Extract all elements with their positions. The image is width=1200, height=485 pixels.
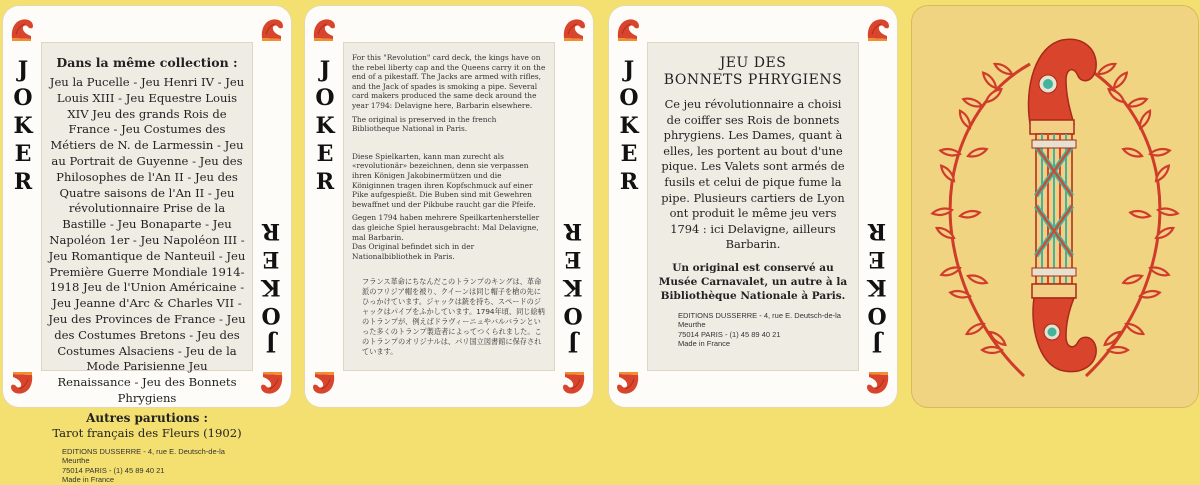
phrygian-cap-icon <box>561 371 587 397</box>
publisher-info: EDITIONS DUSSERRE - 4, rue E. Deutsch-de-la Meurthe 75014 PARIS - (1) 45 89 40 21 Made in France <box>678 310 841 349</box>
collection-list: Jeu la Pucelle - Jeu Henri IV - Jeu Louis XIII - Jeu Equestre Louis XIV Jeu des grands Rois de France - Jeu Costumes des Métiers de N. de Larmessin - Jeu au Portrait de Guyenne - Jeu des Philosophes de l'An II - Jeu des Quatre saisons de l'An II - Jeu révolutionnaire Prise de la Bastille - Jeu Bonaparte - Jeu Napoléon 1er - Jeu Napoléon III - Jeu Romantique de Nanteuil - Jeu Première Guerre Mondiale 1914-1918 Jeu de l'Union Américaine - Jeu Jeanne d'Arc & Charles VII - Jeu des Provinces de France - Jeu des Costumes Bretons - Jeu des Costumes Alsaciens - Jeu de la Mode Parisienne Jeu Renaissance - Jeu des Bonnets Phrygiens <box>48 75 246 405</box>
joker-label: JOKER <box>619 57 639 195</box>
joker-label-inverted: JOKER <box>867 218 887 356</box>
joker-card-description <box>609 6 897 407</box>
joker-label-inverted: JOKER <box>261 218 281 356</box>
phrygian-cap-icon <box>259 371 285 397</box>
joker-label: JOKER <box>315 57 335 195</box>
joker-card-collection <box>3 6 291 485</box>
phrygian-cap-icon <box>9 371 35 397</box>
other-publications-heading: Autres parutions : <box>86 410 208 425</box>
phrygian-cap-fasces-laurel-icon <box>912 6 1198 407</box>
phrygian-cap-icon <box>615 371 641 397</box>
top-phrygian-cap <box>1028 39 1096 134</box>
phrygian-cap-icon <box>9 16 35 42</box>
text-panel <box>343 42 555 371</box>
english-text: For this "Revolution" card deck, the kings have on the rebel liberty cap and the Queens carry it on the end of a pikestaff. The Jacks are armed with rifles, and the Jack of spades is smoking a pipe. Several card makers produced the same deck around the year 1794: Delavigne here, Barbarin elsewhere. The original is preserved in the french Bibliotheque National in Paris. <box>352 53 546 134</box>
phrygian-cap-icon <box>865 16 891 42</box>
bottom-phrygian-cap <box>1032 284 1096 372</box>
text-panel <box>41 42 253 485</box>
museum-note: Un original est conservé au Musée Carnavalet, un autre à la Bibliothèque Nationale à Paris. <box>658 261 848 302</box>
deck-title: JEU DES BONNETS PHRYGIENS <box>663 55 843 88</box>
phrygian-cap-icon <box>615 16 641 42</box>
phrygian-cap-icon <box>311 16 337 42</box>
phrygian-cap-icon <box>311 371 337 397</box>
german-text: Diese Spielkarten, kann man zurecht als «revolutionär» bezeichnen, denn sie verpassen ihren Königen Jakobinermützen und die Königinnen tragen ihren Kopfschmuck auf einer Pike aufgespießt. Die Buben sind mit Gewehren bewaffnet und der Pikbube raucht gar die Pfeife. Gegen 1794 haben mehrere Speilkartenhersteller das gleiche Spiel herausgebracht: Mal Delavigne, mal Barbarin. Das Original befindet sich in der Nationalbibliothek in Paris. <box>352 151 540 261</box>
japanese-text: フランス革命にちなんだこのトランプのキングは、革命派のフリジア帽を被り、クイーンは同じ帽子を槍の先にひっかけています。ジャックは銃を持ち、スペードのジャックはパイプをふかしています。1794年頃、同じ絵柄のトランプが、例えばドラヴィーニュやバルバランといった多くのトランプ製造者によってつくられました。このトランプのオリジナルは、パリ国立図書館に保存されています。 <box>362 277 545 357</box>
deck-description: Ce jeu révolutionnaire a choisi de coiffer ses Rois de bonnets phrygiens. Les Dames, quant à elles, les portent au bout d'une pique. Les Valets sont armés de fusils et celui de pique fume la pipe. Plusieurs cartiers de Lyon ont produit le même jeu vers 1794 : ici Delavigne, ailleurs Barbarin. <box>661 97 845 252</box>
phrygian-cap-icon <box>561 16 587 42</box>
joker-card-translations <box>305 6 593 407</box>
text-panel <box>647 42 859 371</box>
joker-label-inverted: JOKER <box>563 218 583 356</box>
card-back <box>912 6 1198 407</box>
publisher-info: EDITIONS DUSSERRE - 4, rue E. Deutsch-de-la Meurthe 75014 PARIS - (1) 45 89 40 21 Made in France <box>62 446 225 485</box>
left-laurel-branch <box>932 61 1030 376</box>
collection-heading: Dans la même collection : <box>56 55 238 70</box>
phrygian-cap-icon <box>259 16 285 42</box>
phrygian-cap-icon <box>865 371 891 397</box>
other-publications-list: Tarot français des Fleurs (1902) <box>52 425 242 440</box>
fasces <box>1032 134 1076 284</box>
joker-label: JOKER <box>13 57 33 195</box>
right-laurel-branch <box>1080 61 1178 376</box>
